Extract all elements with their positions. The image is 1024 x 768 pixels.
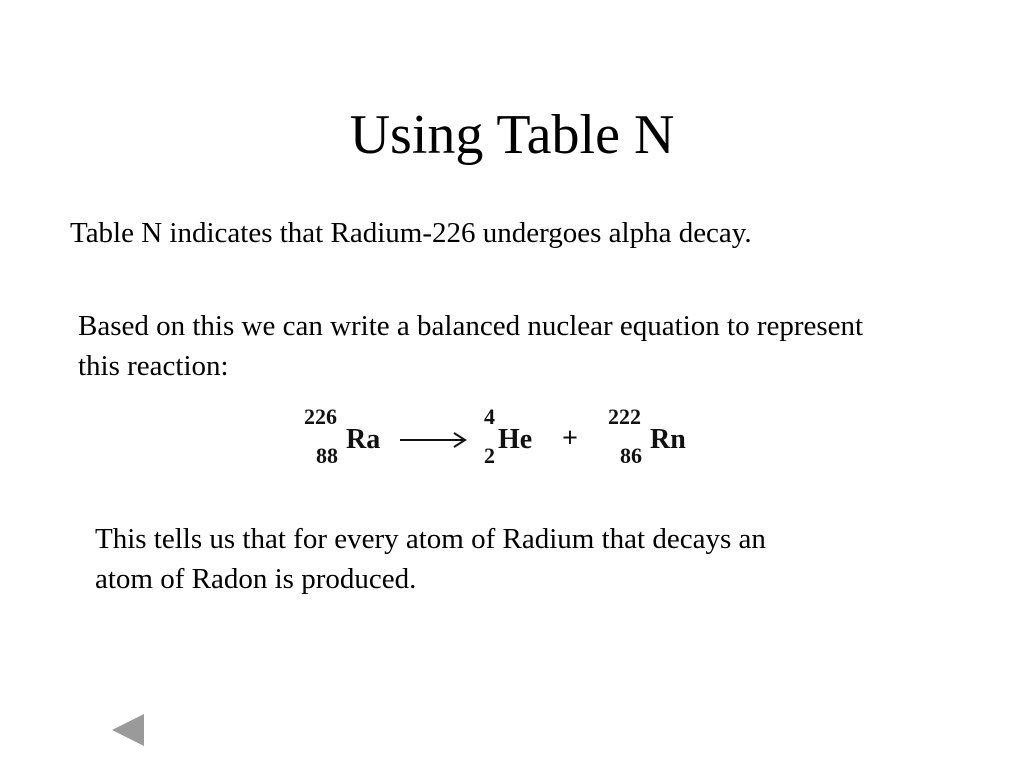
reaction-arrow-icon (398, 430, 468, 450)
helium-symbol: He (498, 424, 533, 455)
paragraph-balanced-equation: Based on this we can write a balanced nuclear equation to represent this reaction: (78, 310, 864, 382)
radium-symbol: Ra (346, 424, 381, 455)
triangle-left-icon[interactable] (110, 712, 146, 748)
radon-mass-number: 222 (608, 404, 641, 429)
helium-mass-number: 4 (484, 404, 495, 429)
radium-atomic-number: 88 (316, 443, 338, 468)
helium-atomic-number: 2 (484, 443, 495, 468)
radium-mass-number: 226 (304, 404, 337, 429)
radon-symbol: Rn (650, 424, 686, 455)
slide-title: Using Table N (349, 104, 675, 166)
nuclear-equation (290, 400, 710, 480)
plus-sign: + (562, 423, 578, 454)
paragraph-table-n: Table N indicates that Radium-226 undergoes alpha decay. (70, 217, 752, 249)
radon-atomic-number: 86 (620, 443, 642, 468)
paragraph-conclusion: This tells us that for every atom of Radium that decays an atom of Radon is produced. (95, 523, 766, 595)
